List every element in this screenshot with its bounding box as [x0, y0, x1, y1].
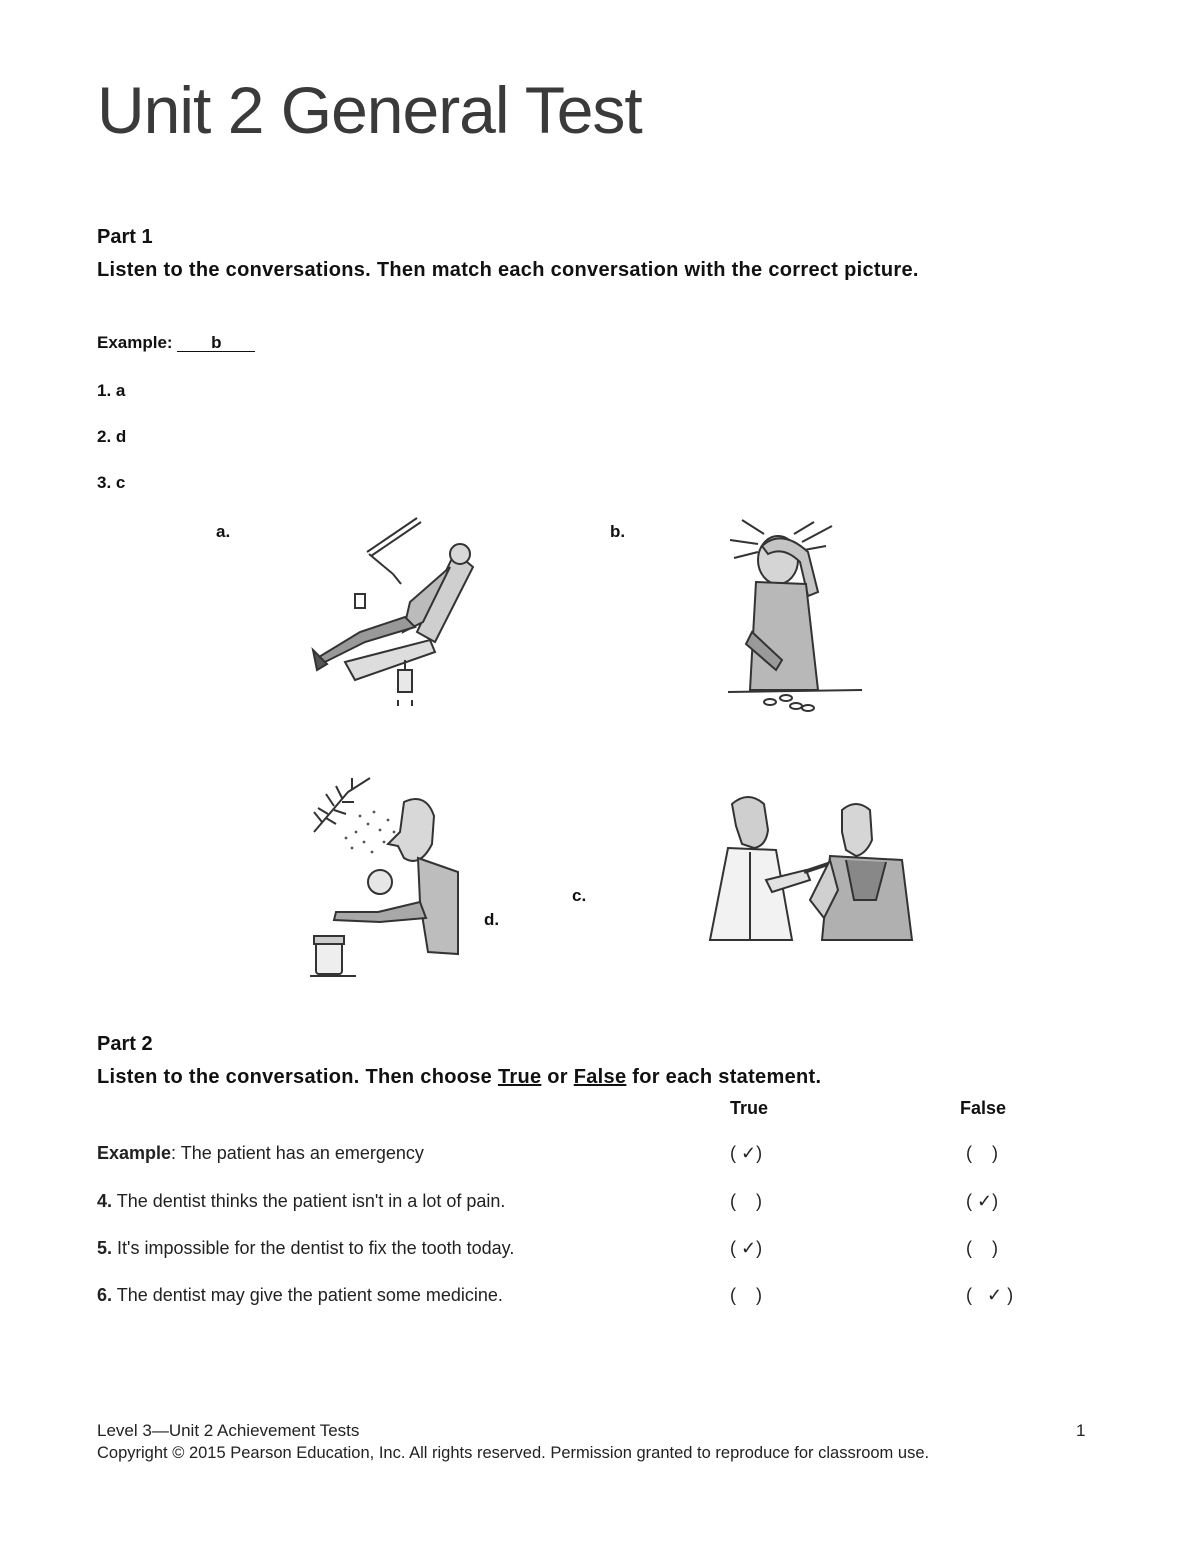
- column-header-true: True: [730, 1098, 769, 1118]
- answer-value: c: [115, 473, 126, 492]
- true-mark: ( ): [730, 1285, 762, 1305]
- statement-text: The patient has an emergency: [180, 1143, 424, 1163]
- false-mark: ( ✓ ): [966, 1285, 1014, 1305]
- part2-instruction-post: for each statement.: [626, 1066, 822, 1088]
- false-mark: ( ): [966, 1143, 998, 1163]
- false-mark: ( ✓): [966, 1191, 999, 1211]
- part2-instruction-pre: Listen to the conversation. Then choose: [97, 1066, 498, 1088]
- answer-number: 3.: [97, 473, 112, 492]
- statement-separator: :: [171, 1143, 181, 1163]
- footer-level: Level 3—Unit 2 Achievement Tests: [97, 1421, 360, 1440]
- statement-row-5: [97, 1238, 514, 1259]
- answer-value: d: [115, 427, 127, 446]
- true-mark: ( ): [730, 1191, 762, 1211]
- statement-text: It's impossible for the dentist to fix the tooth today.: [117, 1238, 515, 1258]
- part1-heading: Part 1: [97, 226, 153, 248]
- injection-illustration: [706, 790, 916, 945]
- example-label: Example:: [97, 333, 173, 352]
- answer-number: 2.: [97, 427, 112, 446]
- dentist-chair-illustration: [305, 512, 480, 707]
- part2-instruction-true: True: [497, 1066, 542, 1088]
- answer-number: 1.: [97, 381, 112, 400]
- example-line: [97, 333, 255, 353]
- part2-instruction-false: False: [573, 1066, 627, 1088]
- picture-label-c: c.: [572, 886, 587, 905]
- part1-instruction: Listen to the conversations. Then match each conversation with the correct picture.: [97, 259, 919, 281]
- true-mark: ( ✓): [730, 1238, 763, 1258]
- statement-text: The dentist thinks the patient isn't in a lot of pain.: [116, 1191, 506, 1211]
- picture-label-a: a.: [216, 522, 231, 541]
- statement-number: 5.: [97, 1238, 113, 1258]
- answer-2: [97, 427, 126, 447]
- statement-row-6: [97, 1285, 503, 1306]
- footer-copyright: Copyright © 2015 Pearson Education, Inc. All rights reserved. Permission granted to reproduce for classroom use.: [97, 1444, 930, 1462]
- statement-number: 4.: [97, 1191, 113, 1211]
- allergy-illustration: [308, 772, 463, 982]
- statement-number: 6.: [97, 1285, 113, 1305]
- part2-heading: Part 2: [97, 1033, 153, 1055]
- true-mark: ( ✓): [730, 1143, 763, 1163]
- example-answer: b: [177, 334, 255, 352]
- statement-number: Example: [97, 1143, 172, 1163]
- picture-label-b: b.: [610, 522, 626, 541]
- page-number: 1: [1076, 1421, 1086, 1440]
- picture-label-d: d.: [484, 910, 500, 929]
- part2-instruction: [97, 1066, 821, 1089]
- part2-instruction-mid: or: [541, 1066, 574, 1088]
- answer-3: [97, 473, 125, 493]
- false-mark: ( ): [966, 1238, 998, 1258]
- answer-1: [97, 381, 125, 401]
- statement-row-4: [97, 1191, 505, 1212]
- column-header-false: False: [960, 1098, 1007, 1118]
- answer-value: a: [115, 381, 126, 400]
- headache-illustration: [722, 512, 867, 717]
- statement-text: The dentist may give the patient some medicine.: [116, 1285, 503, 1305]
- page-title: Unit 2 General Test: [97, 73, 642, 147]
- statement-row-example: [97, 1143, 424, 1164]
